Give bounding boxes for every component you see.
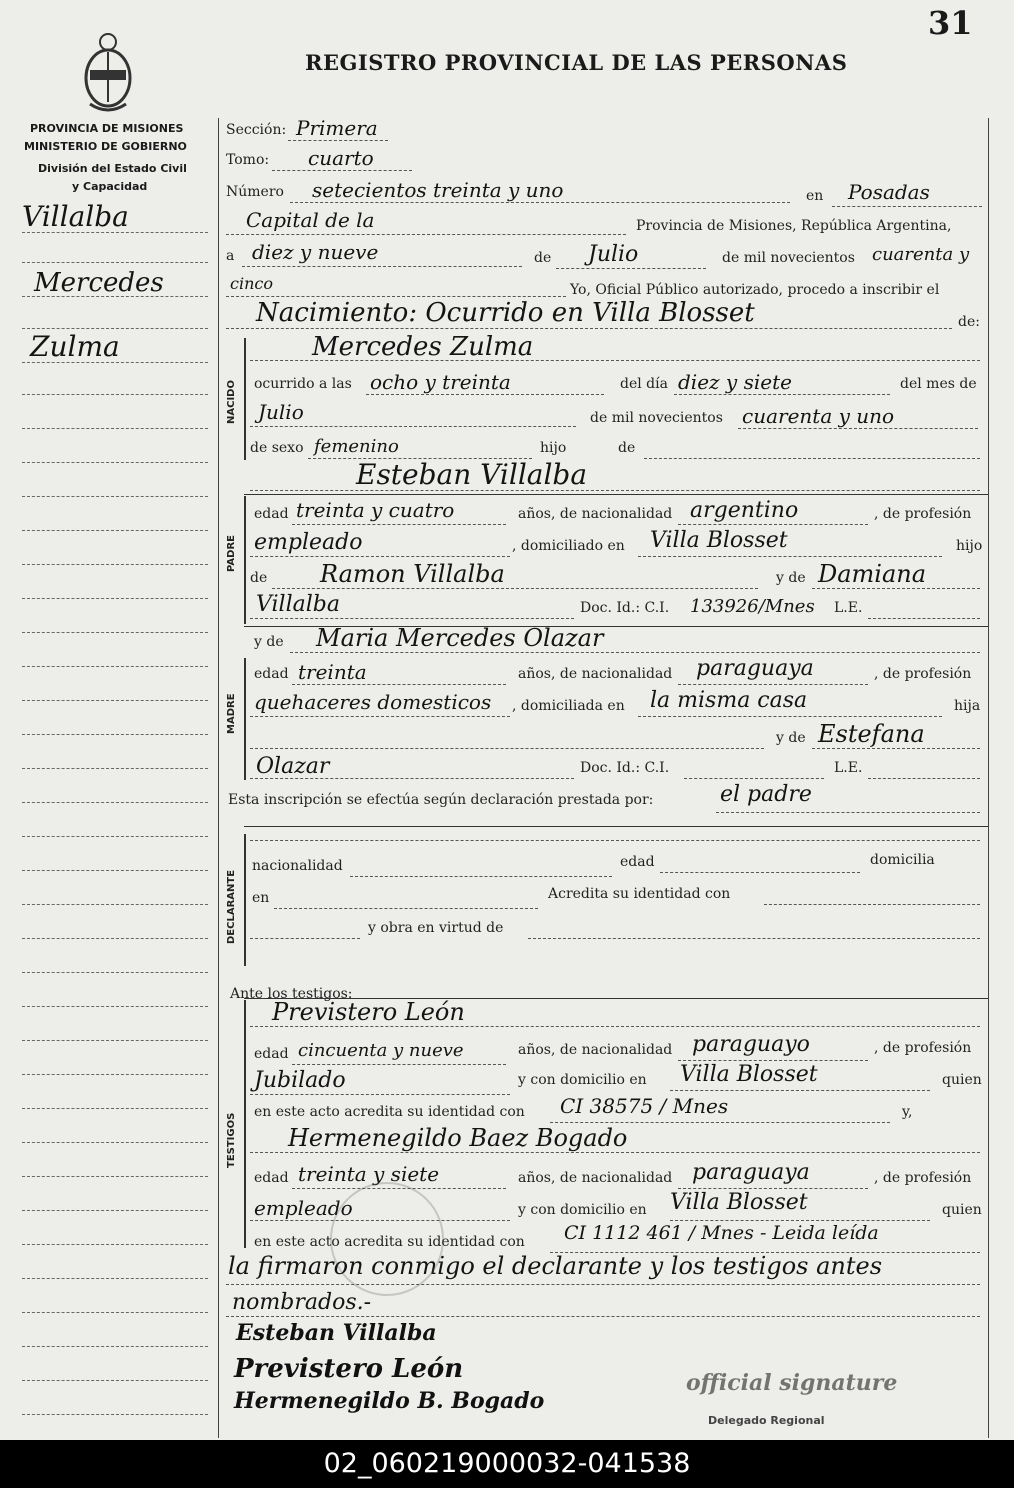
section-label-testigos: TESTIGOS [226, 1112, 237, 1168]
label-padre-le: L.E. [834, 600, 863, 616]
label-t1-edad: edad [254, 1046, 289, 1062]
value-madre-nombre: Maria Mercedes Olazar [316, 624, 604, 652]
page-number: 31 [928, 4, 973, 42]
value-acto: Nacimiento: Ocurrido en Villa Blosset [256, 298, 755, 328]
label-t2-prof: , de profesión [874, 1170, 972, 1186]
value-abuelo-p: Ramon Villalba [320, 560, 505, 588]
label-hijo2: hijo [956, 538, 983, 554]
section-label-madre: MADRE [226, 693, 237, 734]
sidebar-surname: Villalba [22, 200, 129, 233]
label-t2-edad: edad [254, 1170, 289, 1186]
value-abuela-p: Damiana [818, 560, 927, 588]
value-mes: Julio [588, 242, 639, 267]
label-y-de-madre: y de [254, 634, 284, 650]
section-label-nacido: NACIDO [226, 380, 237, 424]
value-madre-edad: treinta [298, 660, 367, 684]
label-decl-en: en [252, 890, 270, 906]
office-line-3: División del Estado Civil [38, 162, 187, 175]
value-t2-edad: treinta y siete [298, 1162, 440, 1186]
office-line-2: MINISTERIO DE GOBIERNO [24, 140, 187, 153]
label-padre-prof: , de profesión [874, 506, 972, 522]
label-de-mil: de mil novecientos [722, 250, 855, 266]
label-en: en [806, 188, 824, 204]
footer-image-id: 02_060219000032-041538 [0, 1440, 1014, 1488]
value-madre-dom: la misma casa [650, 688, 808, 713]
label-y-de: y de [776, 570, 806, 586]
value-nombre: Mercedes Zulma [312, 332, 534, 362]
value-padre-edad: treinta y cuatro [296, 498, 455, 522]
label-decl-edad: edad [620, 854, 655, 870]
value-madre-nac: paraguaya [696, 656, 814, 681]
office-line-4: y Capacidad [72, 180, 148, 193]
sidebar-second-name: Zulma [30, 330, 120, 363]
label-del-dia: del día [620, 376, 668, 392]
label-padre-doc: Doc. Id.: C.I. [580, 600, 670, 616]
label-del-mes: del mes de [900, 376, 977, 392]
label-domiciliada: , domiciliada en [512, 698, 625, 714]
stamp-delegado: Delegado Regional [708, 1414, 825, 1427]
label-madre-le: L.E. [834, 760, 863, 776]
label-decl-obra: y obra en virtud de [368, 920, 504, 936]
label-decl-domicilia: domicilia [870, 852, 935, 868]
label-madre-prof: , de profesión [874, 666, 972, 682]
label-de-abuelo: de [250, 570, 268, 586]
label-de-padres: de [618, 440, 636, 456]
signature-testigo1: Previstero León [234, 1354, 464, 1384]
label-de-mes: de [534, 250, 552, 266]
label-t1-domicilio: y con domicilio en [518, 1072, 647, 1088]
value-t1-ci: CI 38575 / Mnes [560, 1094, 729, 1118]
label-t1-quien: quien [942, 1072, 982, 1088]
label-domiciliado: , domiciliado en [512, 538, 625, 554]
label-t2-acredita: en este acto acredita su identidad con [254, 1234, 525, 1250]
value-dia: diez y nueve [252, 240, 379, 264]
label-t2-quien: quien [942, 1202, 982, 1218]
label-provincia: Provincia de Misiones, República Argentina, [636, 218, 952, 234]
value-numero: setecientos treinta y uno [312, 178, 564, 202]
label-madre-edad: edad [254, 666, 289, 682]
value-tomo: cuarto [308, 146, 374, 170]
value-t1-edad: cincuenta y nueve [298, 1040, 464, 1061]
label-seccion: Sección: [226, 122, 287, 138]
label-t2-domicilio: y con domicilio en [518, 1202, 647, 1218]
value-t1-nac: paraguayo [692, 1032, 810, 1057]
value-closing1: la firmaron conmigo el declarante y los testigos antes [228, 1252, 883, 1280]
value-dia-nac: diez y siete [678, 370, 792, 394]
value-testigo2: Hermenegildo Baez Bogado [288, 1124, 628, 1152]
value-en: Posadas [848, 180, 930, 204]
value-t1-dom: Villa Blosset [680, 1062, 818, 1087]
label-de-mil-nac: de mil novecientos [590, 410, 723, 426]
value-t2-prof: empleado [254, 1196, 353, 1220]
label-t1-y: y, [902, 1104, 913, 1120]
value-madre-prof: quehaceres domesticos [254, 690, 492, 714]
label-padre-nac: años, de nacionalidad [518, 506, 673, 522]
coat-of-arms-seal [80, 30, 136, 116]
value-padre-nombre: Esteban Villalba [356, 458, 588, 491]
label-sexo: de sexo [250, 440, 304, 456]
value-t1-prof: Jubilado [254, 1068, 346, 1093]
label-yo-oficial: Yo, Oficial Público autorizado, procedo a inscribir el [570, 282, 940, 298]
signature-official: official signature [686, 1370, 898, 1396]
signature-testigo2: Hermenegildo B. Bogado [234, 1388, 545, 1414]
label-inscripcion: Esta inscripción se efectúa según declaración prestada por: [228, 792, 654, 808]
section-label-padre: PADRE [226, 535, 237, 572]
office-line-1: PROVINCIA DE MISIONES [30, 122, 184, 135]
value-padre-nac: argentino [690, 498, 799, 523]
label-madre-y-de: y de [776, 730, 806, 746]
label-de-colon: de: [958, 314, 980, 330]
value-t2-dom: Villa Blosset [670, 1190, 808, 1215]
value-padre-prof: empleado [254, 530, 363, 555]
label-hijo: hijo [540, 440, 567, 456]
value-t2-nac: paraguaya [692, 1160, 810, 1185]
label-ocurrido: ocurrido a las [254, 376, 352, 392]
value-sexo: femenino [314, 436, 399, 457]
label-madre-nac: años, de nacionalidad [518, 666, 673, 682]
value-padre-ci: 133926/Mnes [690, 596, 815, 617]
label-t1-prof: , de profesión [874, 1040, 972, 1056]
value-anio: cuarenta y [872, 244, 970, 265]
signature-declarante: Esteban Villalba [236, 1320, 437, 1346]
label-padre-edad: edad [254, 506, 289, 522]
label-a: a [226, 248, 235, 264]
value-padre-dom: Villa Blosset [650, 528, 788, 553]
value-t2-ci: CI 1112 461 / Mnes - Leida leída [564, 1222, 879, 1244]
main-left-border [218, 118, 219, 1438]
value-closing2: nombrados.- [232, 1290, 372, 1315]
value-anio2: cinco [230, 274, 273, 293]
label-decl-nacionalidad: nacionalidad [252, 858, 343, 874]
label-madre-doc: Doc. Id.: C.I. [580, 760, 670, 776]
value-seccion: Primera [296, 116, 378, 140]
section-label-declarante: DECLARANTE [226, 869, 237, 944]
label-decl-acredita: Acredita su identidad con [548, 886, 731, 902]
label-tomo: Tomo: [226, 152, 270, 168]
label-numero: Número [226, 184, 284, 200]
value-anio-nac: cuarenta y uno [742, 404, 895, 428]
official-seal [330, 1182, 444, 1296]
label-ante: Ante los testigos: [230, 986, 353, 1002]
document-title: REGISTRO PROVINCIAL DE LAS PERSONAS [305, 50, 848, 75]
value-abuela-m: Estefana [818, 720, 925, 748]
main-right-border [988, 118, 989, 1438]
value-abuelo-m: Olazar [256, 754, 330, 779]
value-abuela-p2: Villalba [256, 592, 340, 617]
label-hija: hija [954, 698, 981, 714]
value-declarante: el padre [720, 782, 812, 807]
value-hora: ocho y treinta [370, 370, 511, 394]
value-testigo1: Previstero León [272, 998, 465, 1026]
value-mes-nac: Julio [258, 400, 304, 424]
label-t1-nac: años, de nacionalidad [518, 1042, 673, 1058]
label-t1-acredita: en este acto acredita su identidad con [254, 1104, 525, 1120]
sidebar-first-name: Mercedes [34, 268, 164, 298]
value-capital: Capital de la [246, 208, 375, 232]
label-t2-nac: años, de nacionalidad [518, 1170, 673, 1186]
